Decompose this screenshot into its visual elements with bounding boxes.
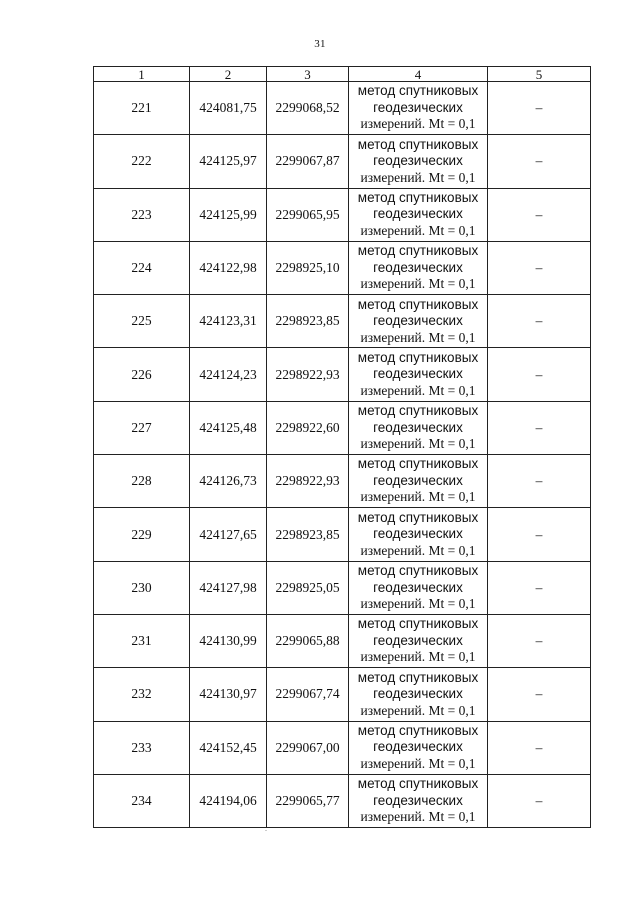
method-line-1: метод спутниковых [357,722,479,738]
column-header-2: 2 [190,67,267,82]
method-line-2: геодезических [373,526,463,542]
y-coordinate-cell: 2298922,93 [267,348,349,401]
table-row [94,295,591,348]
note-cell: – [488,668,591,721]
y-coordinate-cell: 2298922,60 [267,401,349,454]
y-coordinate-cell: 2298922,93 [267,455,349,508]
note-cell: – [488,82,591,135]
method-line-2: геодезических [373,792,463,808]
note-cell: – [488,561,591,614]
point-number-cell: 226 [94,348,190,401]
note-cell: – [488,295,591,348]
page-number: 31 [314,38,326,50]
method-cell [349,241,488,294]
y-coordinate-cell: 2298923,85 [267,295,349,348]
x-coordinate-cell: 424127,98 [190,561,267,614]
method-line-3: измерений. Mt = 0,1 [360,116,476,132]
method-line-1: метод спутниковых [357,456,479,472]
method-line-1: метод спутниковых [357,563,479,579]
table-row [94,401,591,454]
method-line-3: измерений. Mt = 0,1 [360,809,476,825]
column-header-3: 3 [267,67,349,82]
method-line-3: измерений. Mt = 0,1 [360,329,476,345]
y-coordinate-cell: 2298923,85 [267,508,349,561]
method-line-3: измерений. Mt = 0,1 [360,542,476,558]
method-cell [349,668,488,721]
point-number-cell: 227 [94,401,190,454]
x-coordinate-cell: 424126,73 [190,455,267,508]
method-line-3: измерений. Mt = 0,1 [360,276,476,292]
table-row [94,241,591,294]
y-coordinate-cell: 2299067,74 [267,668,349,721]
note-cell: – [488,135,591,188]
note-cell: – [488,508,591,561]
method-cell [349,721,488,774]
point-number-cell: 225 [94,295,190,348]
table-row [94,82,591,135]
x-coordinate-cell: 424122,98 [190,241,267,294]
method-line-2: геодезических [373,472,463,488]
method-cell [349,561,488,614]
x-coordinate-cell: 424127,65 [190,508,267,561]
method-line-2: геодезических [373,99,463,115]
y-coordinate-cell: 2299065,88 [267,614,349,667]
coordinates-table [93,66,591,828]
table-header-row [94,67,591,82]
x-coordinate-cell: 424130,97 [190,668,267,721]
table-row [94,135,591,188]
table-row [94,188,591,241]
note-cell: – [488,455,591,508]
point-number-cell: 221 [94,82,190,135]
point-number-cell: 222 [94,135,190,188]
method-cell [349,82,488,135]
method-line-3: измерений. Mt = 0,1 [360,382,476,398]
method-line-3: измерений. Mt = 0,1 [360,596,476,612]
method-line-3: измерений. Mt = 0,1 [360,702,476,718]
table-row [94,721,591,774]
method-line-2: геодезических [373,739,463,755]
method-line-2: геодезических [373,259,463,275]
y-coordinate-cell: 2299065,95 [267,188,349,241]
method-line-3: измерений. Mt = 0,1 [360,222,476,238]
point-number-cell: 232 [94,668,190,721]
method-line-1: метод спутниковых [357,136,479,152]
x-coordinate-cell: 424125,48 [190,401,267,454]
x-coordinate-cell: 424130,99 [190,614,267,667]
note-cell: – [488,721,591,774]
method-cell [349,508,488,561]
method-line-3: измерений. Mt = 0,1 [360,436,476,452]
point-number-cell: 230 [94,561,190,614]
method-line-1: метод спутниковых [357,509,479,525]
method-line-2: геодезических [373,153,463,169]
table-row [94,561,591,614]
method-cell [349,455,488,508]
x-coordinate-cell: 424123,31 [190,295,267,348]
y-coordinate-cell: 2299068,52 [267,82,349,135]
x-coordinate-cell: 424194,06 [190,774,267,827]
method-line-3: измерений. Mt = 0,1 [360,755,476,771]
method-line-1: метод спутниковых [357,349,479,365]
method-cell [349,295,488,348]
method-line-2: геодезических [373,419,463,435]
method-cell [349,188,488,241]
y-coordinate-cell: 2299067,00 [267,721,349,774]
x-coordinate-cell: 424152,45 [190,721,267,774]
note-cell: – [488,348,591,401]
y-coordinate-cell: 2298925,05 [267,561,349,614]
y-coordinate-cell: 2299067,87 [267,135,349,188]
table-body [94,82,591,828]
method-line-2: геодезических [373,206,463,222]
method-cell [349,135,488,188]
method-line-1: метод спутниковых [357,296,479,312]
point-number-cell: 229 [94,508,190,561]
point-number-cell: 228 [94,455,190,508]
table-row [94,508,591,561]
x-coordinate-cell: 424124,23 [190,348,267,401]
note-cell: – [488,241,591,294]
method-line-2: геодезических [373,632,463,648]
method-line-1: метод спутниковых [357,243,479,259]
method-line-1: метод спутниковых [357,616,479,632]
note-cell: – [488,401,591,454]
y-coordinate-cell: 2298925,10 [267,241,349,294]
method-line-3: измерений. Mt = 0,1 [360,489,476,505]
column-header-5: 5 [488,67,591,82]
x-coordinate-cell: 424125,97 [190,135,267,188]
method-cell [349,774,488,827]
method-line-2: геодезических [373,366,463,382]
method-line-1: метод спутниковых [357,189,479,205]
method-line-2: геодезических [373,686,463,702]
y-coordinate-cell: 2299065,77 [267,774,349,827]
method-line-1: метод спутниковых [357,83,479,99]
note-cell: – [488,188,591,241]
method-cell [349,614,488,667]
method-cell [349,401,488,454]
method-line-1: метод спутниковых [357,669,479,685]
table-row [94,668,591,721]
method-line-1: метод спутниковых [357,776,479,792]
point-number-cell: 224 [94,241,190,294]
method-cell [349,348,488,401]
scan-artifact [265,830,267,831]
method-line-3: измерений. Mt = 0,1 [360,649,476,665]
method-line-1: метод спутниковых [357,403,479,419]
x-coordinate-cell: 424125,99 [190,188,267,241]
method-line-3: измерений. Mt = 0,1 [360,169,476,185]
method-line-2: геодезических [373,579,463,595]
table-row [94,455,591,508]
table-row [94,348,591,401]
method-line-2: геодезических [373,313,463,329]
note-cell: – [488,614,591,667]
point-number-cell: 234 [94,774,190,827]
table-row [94,614,591,667]
note-cell: – [488,774,591,827]
table-row [94,774,591,827]
column-header-4: 4 [349,67,488,82]
x-coordinate-cell: 424081,75 [190,82,267,135]
point-number-cell: 233 [94,721,190,774]
column-header-1: 1 [94,67,190,82]
point-number-cell: 223 [94,188,190,241]
point-number-cell: 231 [94,614,190,667]
